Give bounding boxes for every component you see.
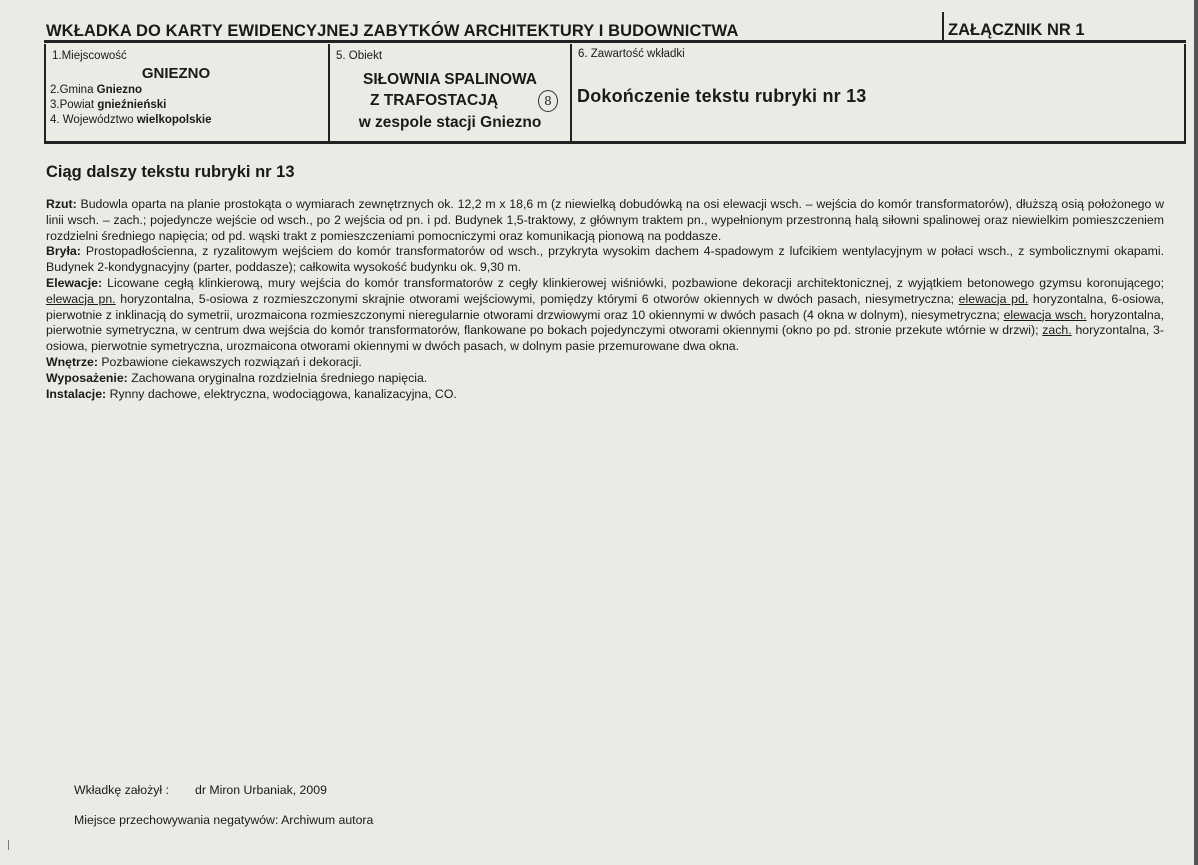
- rzut-paragraph: Rzut: Budowla oparta na planie prostokąta o wymiarach zewnętrznych ok. 12,2 m x 18,6 m (z niewielką dobudówką na osi elewacji wsch. – wejścia do komór transformatorów), dłuższą osią położonego w linii wsch. – zach.; pojedyncze wejście od wsch., po 2 wejścia od pn. i pd. Budynek 1,5-traktowy, z głównym traktem pn., wypełnionym przestronną halą siłowni spalinowej oraz niewielkim pomieszczeniem rozdzielni średniego napięcia; od pd. wąski trakt z pomieszczeniami pomocniczymi oraz komunikacją pionową na poddasze.: [46, 197, 1164, 243]
- powiat-line: 3.Powiat gnieźnieński: [50, 99, 167, 111]
- header-rule: [44, 40, 1186, 43]
- object-name-line2: Z TRAFOSTACJĄ: [370, 92, 499, 109]
- elewacje-paragraph: Elewacje: Licowane cegłą klinkierową, mury wejścia do komór transformatorów z cegły klinkierowej wiśniówki, pozbawione dekoracji architektonicznej, z wyjątkiem betonowego gzymsu koronującego; elewacja pn. horyzontalna, 5-osiowa z rozmieszczonymi skrajnie otworami wejściowymi, pomiędzy którymi 6 otworów okiennych w dwóch pasach, niesymetryczna; elewacja pd. horyzontalna, 6-osiowa, pierwotnie z inklinacją do symetrii, urozmaicona rozmieszczonymi nieregularnie otworami drzwiowymi oraz 10 okiennymi w dwóch pasach (4 okna w dolnym), niesymetryczna; elewacja wsch. horyzontalna, pierwotnie symetryczna, w centrum dwa wejścia do komór transformatorów, flankowane po bokach pojedynczymi otworami okiennymi (okno po pd. stronie przekute wtórnie w drzwi); zach. horyzontalna, 3-osiowa, pierwotnie symetryczna, urozmaicona otworami okiennymi w dwóch pasach, w dolnym pasie przemurowane dwa okna.: [46, 275, 1165, 354]
- city-name: GNIEZNO: [141, 65, 211, 82]
- storage-line: Miejsce przechowywania negatywów: Archiwum autora: [74, 813, 374, 827]
- contents-value: Dokończenie tekstu rubryki nr 13: [577, 86, 867, 106]
- annex-label: ZAŁĄCZNIK NR 1: [942, 12, 1085, 40]
- handwritten-object-number: 8: [538, 90, 558, 112]
- wojewodztwo-line: 4. Województwo wielkopolskie: [50, 114, 212, 126]
- object-box: [330, 44, 572, 141]
- location-label: 1.Miejscowość: [52, 50, 127, 62]
- scan-mark: [8, 840, 9, 850]
- instalacje-paragraph: Instalacje: Rynny dachowe, elektryczna, wodociągowa, kanalizacyjna, CO.: [46, 386, 457, 401]
- document-title: WKŁADKA DO KARTY EWIDENCYJNEJ ZABYTKÓW ARCHITEKTURY I BUDOWNICTWA: [46, 22, 739, 40]
- author-line: Wkładkę założył : dr Miron Urbaniak, 2009: [74, 783, 327, 797]
- section-title: Ciąg dalszy tekstu rubryki nr 13: [46, 163, 295, 181]
- bryla-paragraph: Bryła: Prostopadłościenna, z ryzalitowym wejściem do komór transformatorów od wsch., przykryta wysokim dachem 4-spadowym z lufcikiem wentylacyjnym w połaci wsch., z symbolicznymi okapami. Budynek 2-kondygnacyjny (parter, poddasze); całkowita wysokość budynku ok. 9,30 m.: [46, 244, 1164, 275]
- contents-box: [572, 44, 1186, 141]
- header-bottom-rule: [44, 141, 1186, 144]
- location-box: [44, 44, 330, 141]
- contents-label: 6. Zawartość wkładki: [578, 48, 685, 60]
- wnetrze-paragraph: Wnętrze: Pozbawione ciekawszych rozwiązań i dekoracji.: [46, 354, 362, 369]
- object-label: 5. Obiekt: [336, 50, 383, 62]
- gmina-line: 2.Gmina Gniezno: [50, 84, 143, 96]
- object-name-line3: w zespole stacji Gniezno: [358, 114, 542, 131]
- object-name-line1: SIŁOWNIA SPALINOWA: [363, 71, 537, 88]
- description-body: [46, 197, 1164, 402]
- wyposazenie-paragraph: Wyposażenie: Zachowana oryginalna rozdzielnia średniego napięcia.: [46, 370, 428, 385]
